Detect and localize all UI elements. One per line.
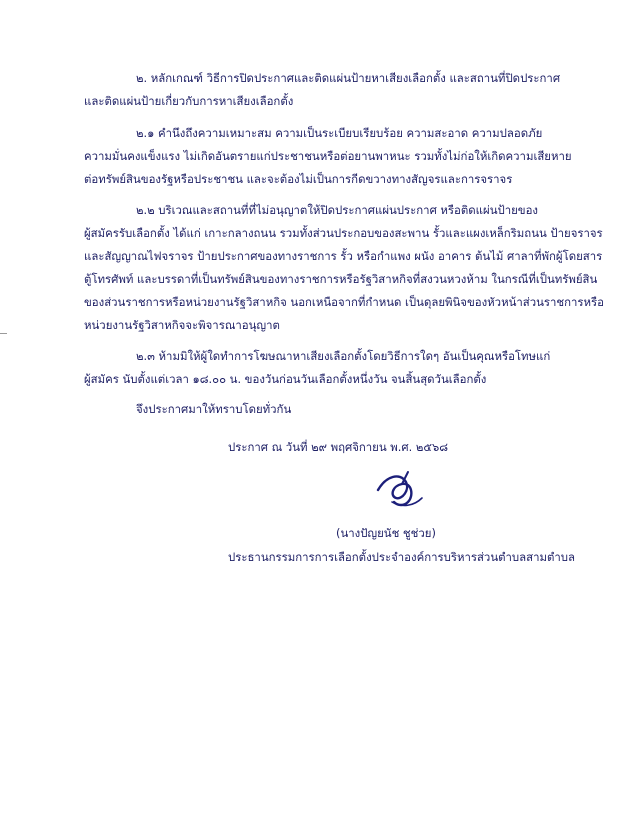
scan-edge-mark bbox=[0, 333, 7, 334]
signature-mark bbox=[372, 468, 432, 510]
section-2-heading-continued: และติดแผ่นป้ายเกี่ยวกับการหาเสียงเลือกตั้ง bbox=[84, 94, 294, 108]
paragraph-2-1-line: ต่อทรัพย์สินของรัฐหรือประชาชน และจะต้องไม่เป็นการกีดขวางทางสัญจรและการจราจร bbox=[84, 172, 513, 186]
announcement-date: ประกาศ ณ วันที่ ๒๙ พฤศจิกายน พ.ศ. ๒๕๖๘ bbox=[228, 440, 449, 454]
paragraph-2-2-line: ผู้สมัครรับเลือกตั้ง ได้แก่ เกาะกลางถนน รวมทั้งส่วนประกอบของสะพาน รั้วและแผงเหล็กริมถนน ป้ายจราจร bbox=[84, 226, 603, 240]
paragraph-2-1-line: ๒.๑ คำนึงถึงความเหมาะสม ความเป็นระเบียบเรียบร้อย ความสะอาด ความปลอดภัย bbox=[136, 126, 543, 140]
paragraph-2-2-line: ของส่วนราชการหรือหน่วยงานรัฐวิสาหกิจ นอกเหนือจากที่กำหนด เป็นดุลยพินิจของหัวหน้าส่วนราชการหรือ bbox=[84, 295, 605, 309]
section-2-heading: ๒. หลักเกณฑ์ วิธีการปิดประกาศและติดแผ่นป้ายหาเสียงเลือกตั้ง และสถานที่ปิดประกาศ bbox=[136, 71, 561, 85]
paragraph-2-3-line: ๒.๓ ห้ามมิให้ผู้ใดทำการโฆษณาหาเสียงเลือกตั้งโดยวิธีการใดๆ อันเป็นคุณหรือโทษแก่ bbox=[136, 349, 551, 363]
paragraph-2-2-line: หน่วยงานรัฐวิสาหกิจจะพิจารณาอนุญาต bbox=[84, 318, 280, 332]
paragraph-2-1-line: ความมั่นคงแข็งแรง ไม่เกิดอันตรายแก่ประชาชนหรือต่อยานพาหนะ รวมทั้งไม่ก่อให้เกิดความเสียหาย bbox=[84, 149, 572, 163]
signer-name: (นางปัญยนัช ชูช่วย) bbox=[336, 526, 436, 540]
signer-title: ประธานกรรมการการเลือกตั้งประจำองค์การบริหารส่วนตำบลสามตำบล bbox=[228, 550, 575, 564]
paragraph-2-2-line: และสัญญาณไฟจราจร ป้ายประกาศของทางราชการ รั้ว หรือกำแพง ผนัง อาคาร ต้นไม้ ศาลาที่พักผู้โดยสาร bbox=[84, 249, 603, 263]
paragraph-2-2-line: ตู้โทรศัพท์ และบรรดาที่เป็นทรัพย์สินของทางราชการหรือรัฐวิสาหกิจที่สงวนหวงห้าม ในกรณีที่เป็นทรัพย์สิน bbox=[84, 272, 598, 286]
paragraph-2-2-line: ๒.๒ บริเวณและสถานที่ที่ไม่อนุญาตให้ปิดประกาศแผ่นประกาศ หรือติดแผ่นป้ายของ bbox=[136, 203, 538, 217]
paragraph-2-3-line: ผู้สมัคร นับตั้งแต่เวลา ๑๘.๐๐ น. ของวันก่อนวันเลือกตั้งหนึ่งวัน จนสิ้นสุดวันเลือกตั้ง bbox=[84, 372, 487, 386]
closing-statement: จึงประกาศมาให้ทราบโดยทั่วกัน bbox=[136, 402, 292, 416]
